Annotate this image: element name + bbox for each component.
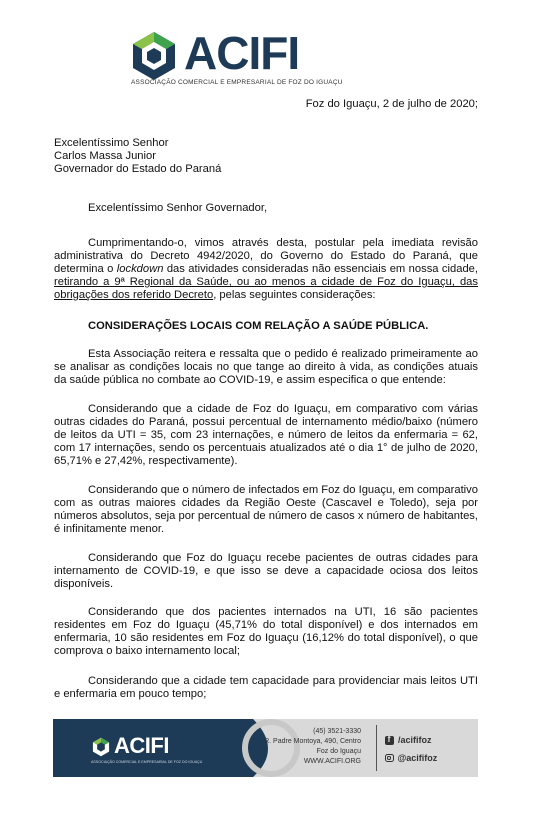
- intro-text: Cumprimentando-o, vimos através desta, postular pela imediata revisão administrativa do Decreto 4942/2020, do Governo do Estado do Paraná, que determina o: [54, 237, 478, 275]
- body-paragraph: [54, 484, 478, 536]
- letter-footer: [53, 719, 478, 777]
- recipient-line: Carlos Massa Junior: [54, 150, 156, 162]
- paragraph-text: Considerando que o número de infectados em Foz do Iguaçu, em comparativo com as outras maiores cidades da Região Oeste (Cascavel e Toledo), seja por números absolutos, seja por percentual de número de casos x número de habitantes, é infinitamente menor.: [54, 484, 478, 535]
- facebook-handle: /acififoz: [398, 735, 432, 745]
- footer-logo-icon: [91, 737, 111, 757]
- footer-contact: [253, 727, 361, 767]
- paragraph-text: Considerando que dos pacientes internados na UTI, 16 são pacientes residentes em Foz do Iguaçu (45,71% do total disponível) e dos internados em enfermaria, 10 são residentes em Foz do Iguaçu (16,12% do total disponível), o que comprova o baixo internamento local;: [54, 606, 478, 657]
- body-paragraph: [54, 403, 478, 468]
- salutation: Excelentíssimo Senhor Governador,: [88, 202, 268, 214]
- footer-address: R. Padre Montoya, 490, Centro: [264, 738, 361, 745]
- paragraph-text: Considerando que Foz do Iguaçu recebe pacientes de outras cidades para internamento de COVID-19, e que isso se deve a capacidade ociosa dos leitos disponíveis.: [54, 552, 478, 590]
- body-paragraph: [54, 606, 478, 658]
- intro-text: , pelas seguintes considerações:: [213, 289, 376, 301]
- facebook-icon: [385, 736, 394, 745]
- paragraph-text: Considerando que a cidade de Foz do Iguaçu, em comparativo com várias outras cidades do Paraná, possui percentual de internamento médio/baixo (número de leitos da UTI = 35, com 23 internações, e número de leitos da enfermaria = 62, com 17 internações, sendo os percentuais atualizados até o dia 1° de julho de 2020, 65,71% e 27,42%, respectivamente).: [54, 403, 478, 467]
- logo-subtitle: ASSOCIAÇÃO COMERCIAL E EMPRESARIAL DE FOZ DO IGUAÇU: [131, 79, 343, 86]
- intro-italic: lockdown: [116, 263, 164, 275]
- intro-text: das atividades consideradas não essenciais em nossa cidade,: [163, 263, 478, 275]
- body-paragraph: [54, 675, 478, 701]
- footer-social: [385, 731, 437, 767]
- footer-divider: [376, 725, 377, 771]
- logo-wordmark: ACIFI: [184, 27, 300, 79]
- intro-underlined: retirando a 9ª Regional da Saúde, ou ao menos a cidade de Foz do Iguaçu, das obrigações dos referido Decreto: [54, 276, 478, 301]
- instagram-icon: [385, 754, 394, 763]
- letterhead: [0, 24, 541, 94]
- body-paragraph: [54, 348, 478, 387]
- footer-phone: (45) 3521-3330: [313, 728, 361, 735]
- section-heading: CONSIDERAÇÕES LOCAIS COM RELAÇÃO A SAÚDE PÚBLICA.: [88, 320, 429, 332]
- body-paragraph: [54, 552, 478, 591]
- footer-city: Foz do Iguaçu: [316, 748, 361, 755]
- footer-website: WWW.ACIFI.ORG: [303, 758, 361, 765]
- recipient-line: Excelentíssimo Senhor: [54, 137, 169, 149]
- paragraph-text: Esta Associação reitera e ressalta que o pedido é realizado primeiramente ao se analisar as condições locais no que tange ao direito à vida, as condições atuais da saúde pública no combate ao COVID-19, e assim especifica o que entende:: [54, 348, 478, 386]
- recipient-line: Governador do Estado do Paraná: [54, 163, 222, 175]
- letter-date: Foz do Iguaçu, 2 de julho de 2020;: [305, 98, 478, 110]
- intro-paragraph: [54, 237, 478, 302]
- instagram-handle: @acififoz: [397, 753, 438, 763]
- footer-wordmark: ACIFI: [114, 733, 169, 758]
- paragraph-text: Considerando que a cidade tem capacidade para providenciar mais leitos UTI e enfermaria em pouco tempo;: [54, 675, 478, 700]
- recipient-block: [54, 137, 478, 176]
- acifi-logo-icon: [128, 30, 180, 82]
- footer-logo-subtitle: ASSOCIAÇÃO COMERCIAL E EMPRESARIAL DE FOZ DO IGUAÇU: [91, 760, 203, 764]
